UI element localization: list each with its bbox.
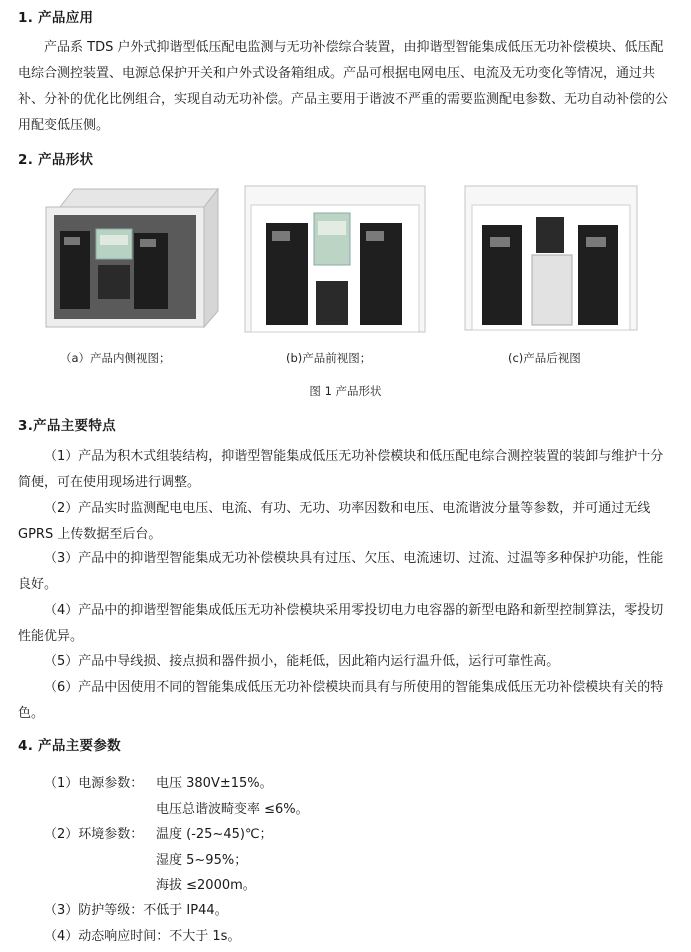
feature-item: （1）产品为积木式组装结构，抑谐型智能集成低压无功补偿模块和低压配电综合测控装置的装卸与维护十分简便，可在使用现场进行调整。 [18,449,664,490]
figure-inside-view [42,185,222,337]
caption-rear-view: (c)产品后视图 [508,351,581,365]
application-paragraph [18,35,676,139]
figure-caption: 图 1 产品形状 [309,384,382,398]
env-temperature: 温度 (-25~45)℃； [156,827,273,842]
protection-level: （3）防护等级：不低于 IP44。 [44,903,228,918]
section-heading-shape: 2. 产品形状 [18,152,94,168]
figure-rear-view [464,185,638,331]
response-time: （4）动态响应时间：不大于 1s。 [44,929,241,944]
env-humidity: 湿度 5~95%； [156,853,248,868]
section-heading-parameters: 4. 产品主要参数 [18,738,121,754]
section-heading-application: 1. 产品应用 [18,10,94,26]
feature-item: （2）产品实时监测配电电压、电流、有功、无功、功率因数和电压、电流谐波分量等参数，并可通过无线 GPRS 上传数据至后台。 [18,501,651,542]
power-voltage: 电压 380V±15%。 [156,776,273,791]
power-params-label: （1）电源参数： [44,776,144,791]
feature-item: （6）产品中因使用不同的智能集成低压无功补偿模块而具有与所使用的智能集成低压无功补偿模块有关的特色。 [18,680,664,721]
feature-item: （3）产品中的抑谐型智能集成无功补偿模块具有过压、欠压、电流速切、过流、过温等多种保护功能，性能良好。 [18,551,664,592]
figure-front-view [244,185,426,333]
env-params-label: （2）环境参数： [44,827,144,842]
application-text: 产品系 TDS 户外式抑谐型低压配电监测与无功补偿综合装置，由抑谐型智能集成低压无功补偿模块、低压配电综合测控装置、电源总保护开关和户外式设备箱组成。产品可根据电网电压、电流及无功变化等情况，通过共补、分补的优化比例组合，实现自动无功补偿。产品主要用于谐波不严重的需要监测配电参数、无功自动补偿的公用配变低压侧。 [18,40,669,133]
section-heading-features: 3.产品主要特点 [18,418,116,434]
feature-item: （4）产品中的抑谐型智能集成低压无功补偿模块采用零投切电力电容器的新型电路和新型控制算法，零投切性能优异。 [18,603,664,644]
caption-inside-view: （a）产品内侧视图； [60,351,171,365]
power-thd: 电压总谐波畸变率 ≤6%。 [156,802,309,817]
caption-front-view: (b)产品前视图； [286,351,372,365]
env-altitude: 海拔 ≤2000m。 [156,878,256,893]
feature-item: （5）产品中导线损、接点损和器件损小，能耗低，因此箱内运行温升低，运行可靠性高。 [44,654,560,669]
